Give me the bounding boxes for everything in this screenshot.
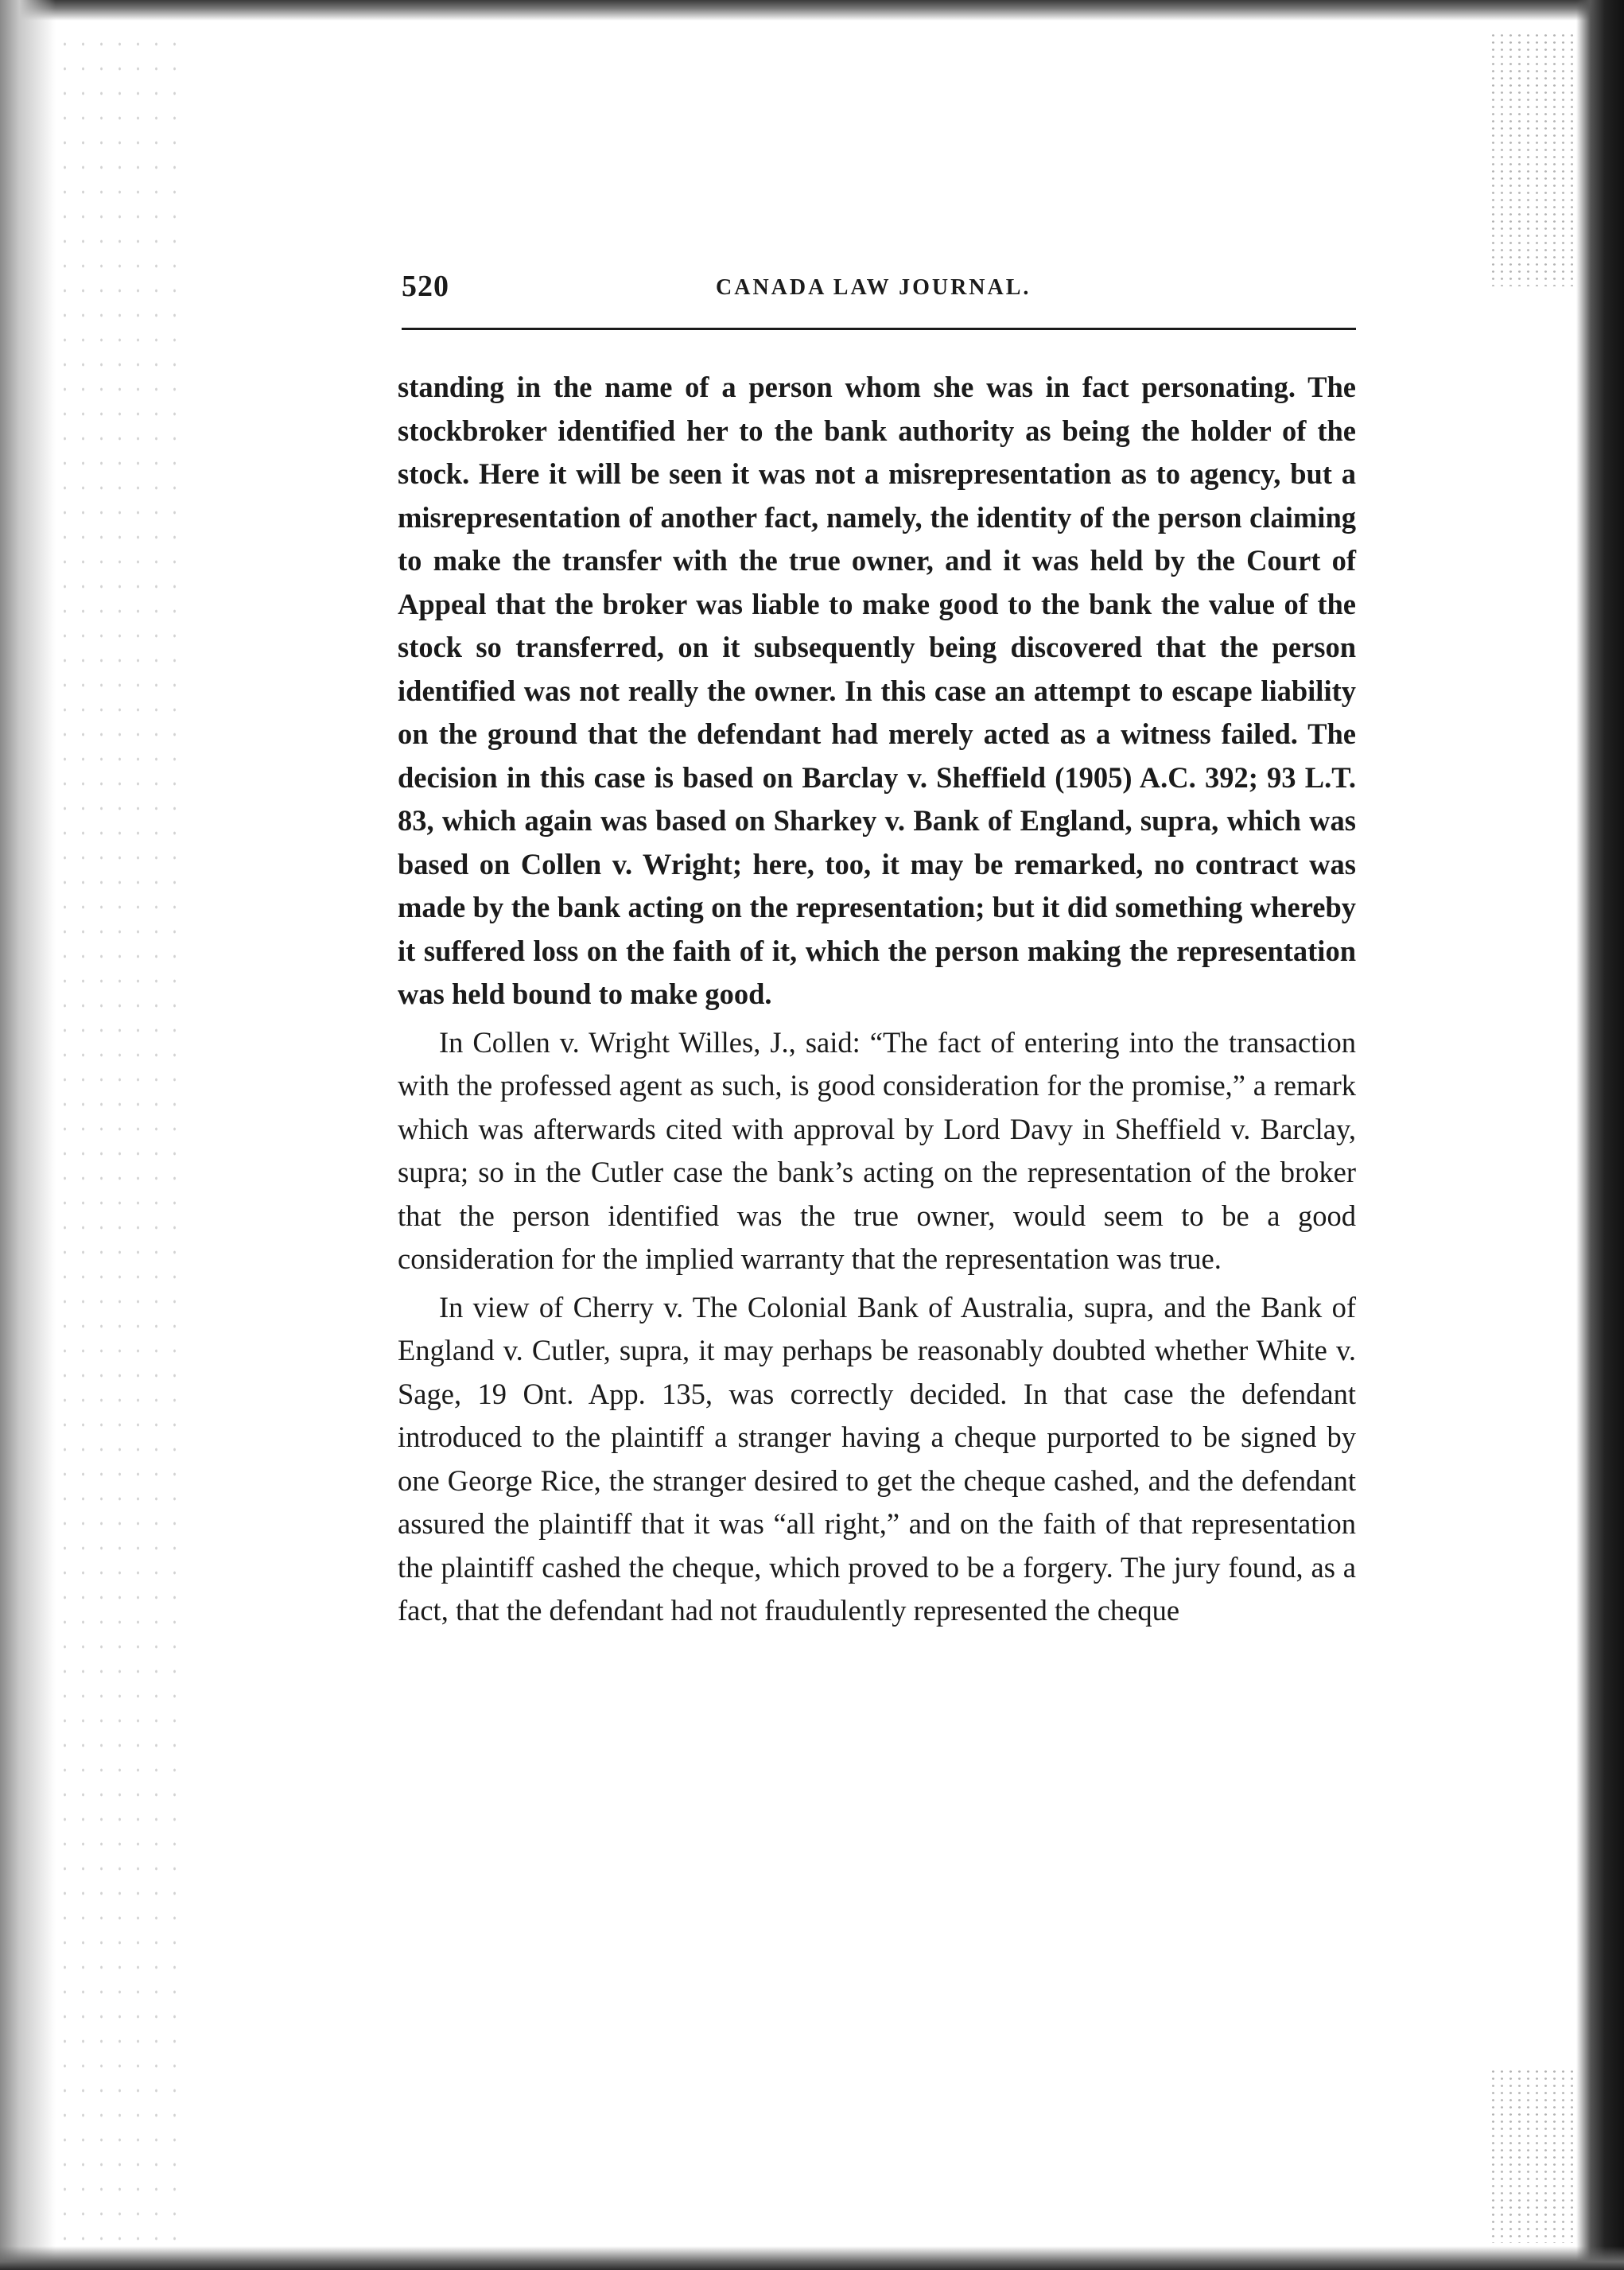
scan-top-edge — [0, 0, 1624, 21]
page-header — [402, 269, 1356, 313]
scan-right-specks-top — [1489, 32, 1576, 286]
running-title: CANADA LAW JOURNAL. — [716, 275, 1032, 300]
scan-right-edge — [1576, 0, 1624, 2270]
body-text — [398, 366, 1356, 1638]
scan-left-edge — [0, 0, 56, 2270]
page-number: 520 — [402, 270, 449, 303]
paragraph-3: In view of Cherry v. The Colonial Bank of Australia, supra, and the Bank of England v. Cutler, supra, it may perhaps be reasonably doubted whether White v. Sage, 19 Ont. App. 135, was correctly decided. In that case the defendant introduced to the plaintiff a stranger having a cheque purported to be signed by one George Rice, the stranger desired to get the cheque cashed, and the defendant assured the plaintiff that it was “all right,” and on the faith of that representation the plaintiff cashed the cheque, which proved to be a forgery. The jury found, as a fact, that the defendant had not fraudulently represented the cheque — [398, 1290, 1356, 1627]
scan-right-specks-bottom — [1489, 2068, 1576, 2243]
paragraph-2: In Collen v. Wright Willes, J., said: “The fact of entering into the transaction with the professed agent as such, is good consideration for the promise,” a remark which was afterwards cited with approval by Lord Davy in Sheffield v. Barclay, supra; so in the Cutler case the bank’s acting on the representation of the broker that the person identified was the true owner, would seem to be a good consideration for the implied warranty that the representation was true. — [398, 1025, 1356, 1275]
paragraph-1: standing in the name of a person whom she was in fact personating. The stockbroker identified her to the bank authority as being the holder of the stock. Here it will be seen it was not a misrepresentation as to agency, but a misrepresentation of another fact, namely, the identity of the person claiming to make the transfer with the true owner, and it was held by the Court of Appeal that the broker was liable to make good to the bank the value of the stock so transferred, on it subsequently being discovered that the person identified was not really the owner. In this case an attempt to escape liability on the ground that the defendant had merely acted as a witness failed. The decision in this case is based on Barclay v. Sheffield (1905) A.C. 392; 93 L.T. 83, which again was based on Sharkey v. Bank of England, supra, which was based on Collen v. Wright; here, too, it may be remarked, no contract was made by the bank acting on the representation; but it did something whereby it suffered loss on the faith of it, which the person making the representation was held bound to make good. — [398, 371, 1356, 1010]
scan-bottom-edge — [0, 2246, 1624, 2270]
scan-left-specks — [56, 32, 191, 2243]
header-rule — [402, 328, 1356, 330]
